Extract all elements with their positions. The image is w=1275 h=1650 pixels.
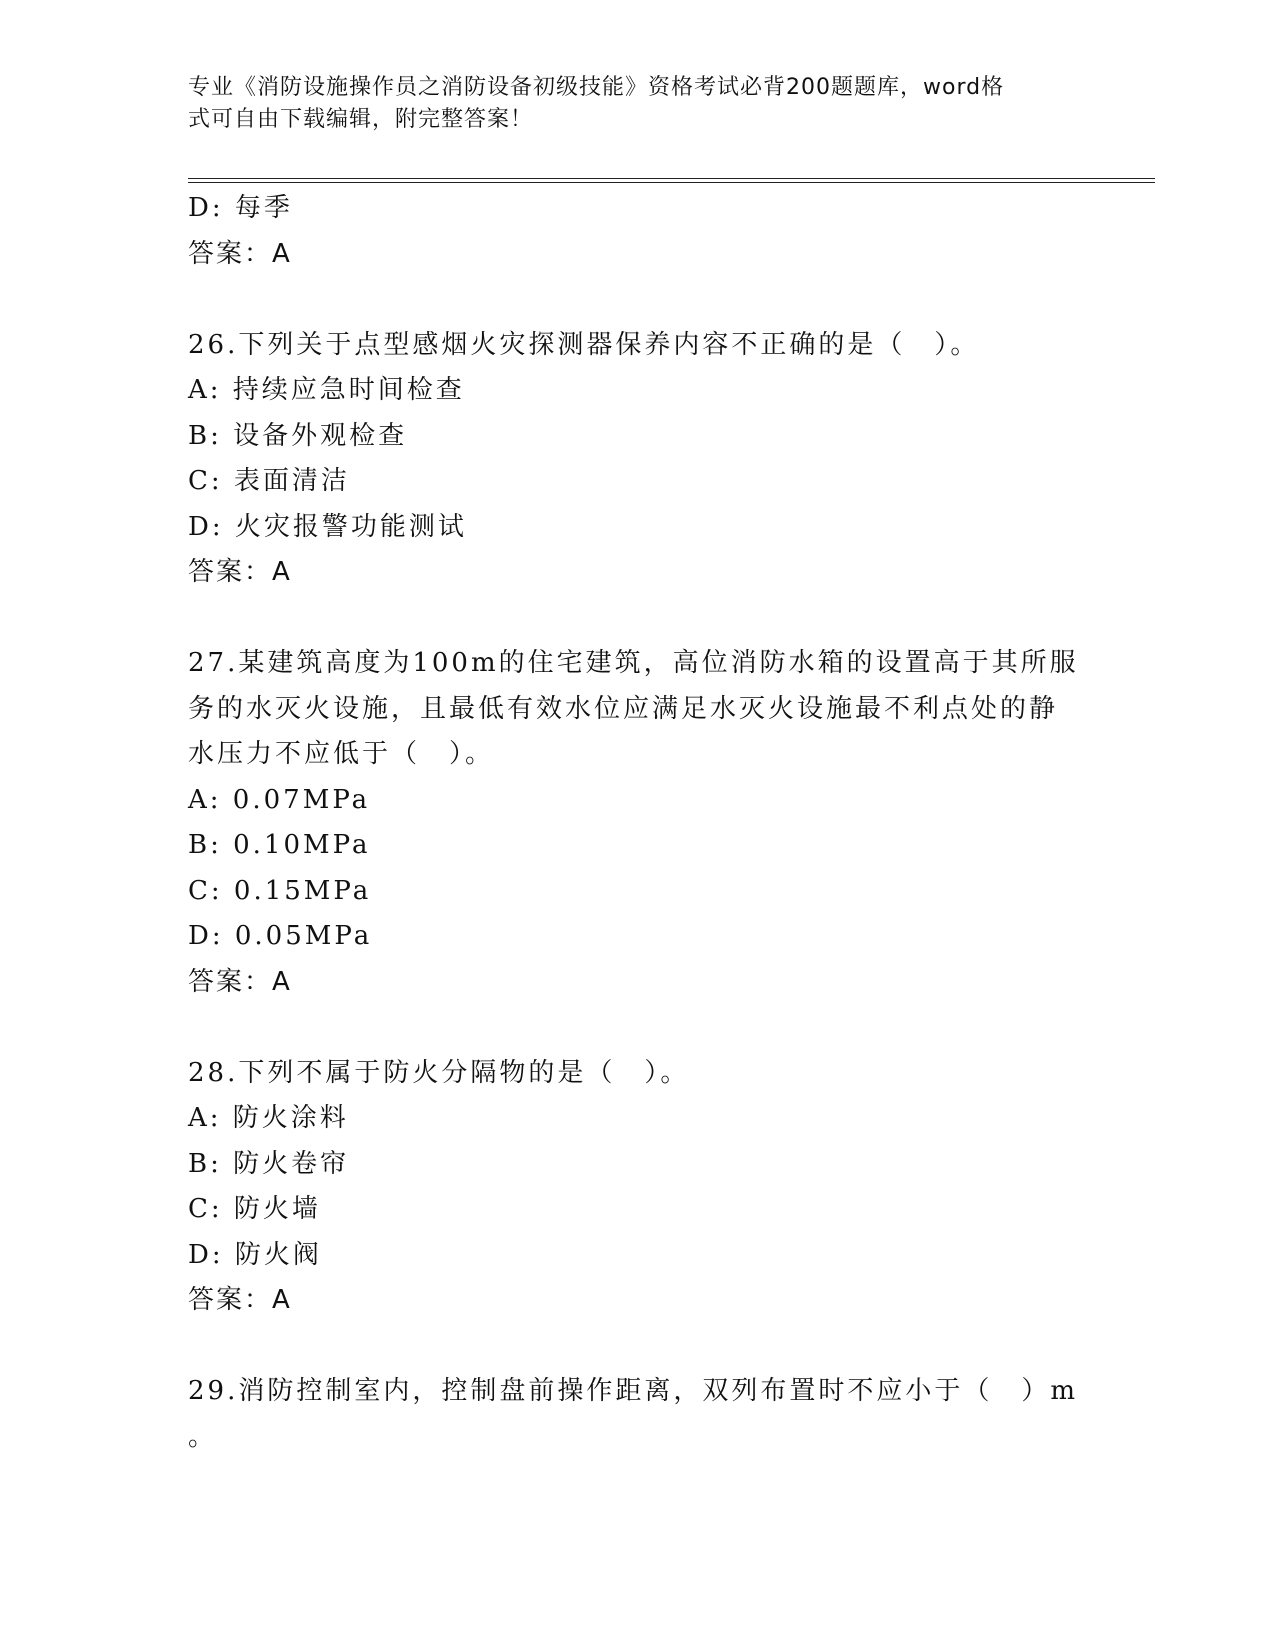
option-b: B: 设备外观检查: [188, 420, 408, 451]
question-stem-line-2: 务的水灭火设施，且最低有效水位应满足水灭火设施最不利点处的静: [188, 693, 1059, 724]
question-27: [188, 641, 1079, 1005]
header-divider: [188, 178, 1155, 183]
header-line-2: 式可自由下载编辑，附完整答案！: [188, 107, 534, 132]
option-c: C: 防火墙: [188, 1194, 321, 1224]
option-d: D: 防火阀: [188, 1239, 322, 1270]
question-stem: 26.下列关于点型感烟火灾探测器保养内容不正确的是（ ）。: [188, 329, 980, 360]
option-b: B: 防火卷帘: [188, 1148, 350, 1179]
option-c: C: 0.15MPa: [188, 875, 372, 906]
header-line-1: 专业《消防设施操作员之消防设备初级技能》资格考试必背200题题库，word格: [188, 75, 1005, 100]
document-header: [188, 72, 1068, 136]
question-stem: 28.下列不属于防火分隔物的是（ ）。: [188, 1057, 690, 1088]
option-c: C: 表面清洁: [188, 466, 350, 496]
question-29: [188, 1369, 1079, 1460]
option-b: B: 0.10MPa: [188, 830, 371, 860]
question-stem-line-2: 。: [188, 1421, 218, 1452]
answer-line: 答案：A: [188, 966, 292, 997]
question-list: [188, 186, 1079, 1460]
answer-line: 答案：A: [188, 1285, 292, 1315]
answer-line: 答案：A: [188, 238, 292, 269]
option-a: A: 持续应急时间检查: [188, 375, 465, 405]
option-d: D: 火灾报警功能测试: [188, 511, 467, 542]
question-stem-line-3: 水压力不应低于（ ）。: [188, 739, 495, 769]
question-28: [188, 1051, 1068, 1324]
option-d: D: 每季: [188, 193, 293, 223]
option-a: A: 0.07MPa: [188, 784, 371, 815]
question-stem-line-1: 27.某建筑高度为100m的住宅建筑，高位消防水箱的设置高于其所服: [188, 648, 1079, 678]
option-d: D: 0.05MPa: [188, 921, 373, 951]
question-26: [188, 323, 1068, 596]
option-a: A: 防火涂料: [188, 1103, 349, 1133]
question-stem-line-1: 29.消防控制室内，控制盘前操作距离，双列布置时不应小于（ ）m: [188, 1376, 1079, 1406]
answer-line: 答案：A: [188, 557, 292, 587]
